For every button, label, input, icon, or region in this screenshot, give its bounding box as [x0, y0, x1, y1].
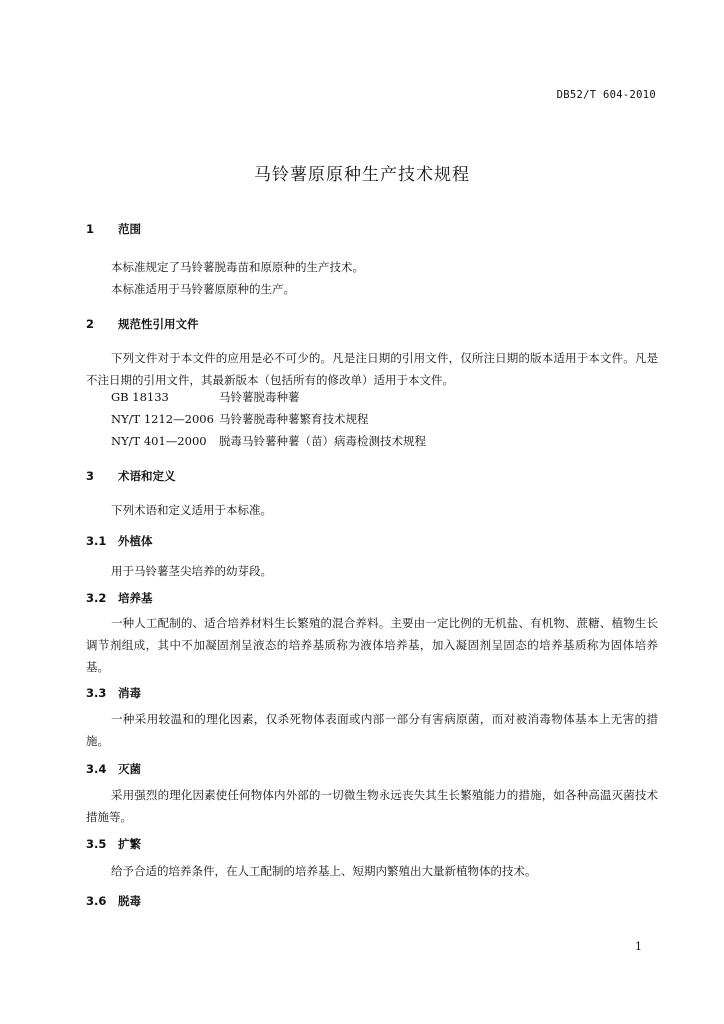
document-title: 马铃薯原原种生产技术规程 [254, 165, 470, 185]
section-title: 术语和定义 [118, 469, 176, 483]
term-3-3-heading [86, 685, 141, 701]
section-number: 3 [86, 469, 95, 483]
reference-row [111, 430, 426, 452]
section-title: 范围 [118, 222, 141, 236]
reference-row [111, 408, 426, 430]
section-number: 1 [86, 222, 95, 236]
term-3-2-definition: 一种人工配制的、适合培养材料生长繁殖的混合养料。主要由一定比例的无机盐、有机物、蔗糖、植物生长调节剂组成，其中不加凝固剂呈液态的培养基质称为液体培养基，加入凝固剂呈固态的培养基质称为固体培养基。 [86, 616, 658, 674]
term-title: 灭菌 [118, 762, 141, 776]
terms-intro: 下列术语和定义适用于本标准。 [111, 503, 272, 517]
section-2-heading [86, 316, 199, 332]
term-3-4-definition: 采用强烈的理化因素使任何物体内外部的一切微生物永远丧失其生长繁殖能力的措施，如各种高温灭菌技术措施等。 [86, 788, 658, 824]
term-title: 扩繁 [118, 837, 141, 851]
scope-paragraph-1: 本标准规定了马铃薯脱毒苗和原原种的生产技术。 [111, 260, 364, 274]
reference-row [111, 386, 426, 408]
term-number: 3.4 [86, 762, 107, 776]
standard-code: DB52/T 604-2010 [556, 89, 656, 101]
reference-name: 马铃薯脱毒种薯繁育技术规程 [219, 412, 369, 426]
normative-references-intro: 下列文件对于本文件的应用是必不可少的。凡是注日期的引用文件，仅所注日期的版本适用于本文件。凡是不注日期的引用文件，其最新版本（包括所有的修改单）适用于本文件。 [86, 351, 658, 387]
term-title: 消毒 [118, 686, 141, 700]
term-3-5-definition: 给予合适的培养条件，在人工配制的培养基上、短期内繁殖出大量新植物体的技术。 [111, 864, 537, 878]
term-number: 3.3 [86, 686, 107, 700]
term-3-3-definition: 一种采用较温和的理化因素，仅杀死物体表面或内部一部分有害病原菌，而对被消毒物体基本上无害的措施。 [86, 712, 658, 748]
term-number: 3.2 [86, 591, 107, 605]
term-3-6-heading [86, 893, 141, 909]
section-1-heading [86, 221, 141, 237]
section-number: 2 [86, 317, 95, 331]
term-title: 脱毒 [118, 894, 141, 908]
page-number: 1 [635, 940, 642, 953]
term-3-1-heading [86, 533, 153, 549]
reference-name: 脱毒马铃薯种薯（苗）病毒检测技术规程 [219, 434, 426, 448]
scope-paragraph-2: 本标准适用于马铃薯原原种的生产。 [111, 282, 295, 296]
term-3-4-heading [86, 761, 141, 777]
term-3-2-heading [86, 590, 153, 606]
reference-code: NY/T 401—2000 [111, 434, 207, 448]
section-3-heading [86, 468, 176, 484]
term-title: 培养基 [118, 591, 153, 605]
term-number: 3.6 [86, 894, 107, 908]
term-3-1-definition: 用于马铃薯茎尖培养的幼芽段。 [111, 564, 272, 578]
term-number: 3.5 [86, 837, 107, 851]
reference-list [111, 386, 426, 452]
section-title: 规范性引用文件 [118, 317, 199, 331]
term-number: 3.1 [86, 534, 107, 548]
reference-name: 马铃薯脱毒种薯 [219, 390, 300, 404]
reference-code: NY/T 1212—2006 [111, 412, 214, 426]
reference-code: GB 18133 [111, 390, 169, 404]
term-title: 外植体 [118, 534, 153, 548]
term-3-5-heading [86, 836, 141, 852]
